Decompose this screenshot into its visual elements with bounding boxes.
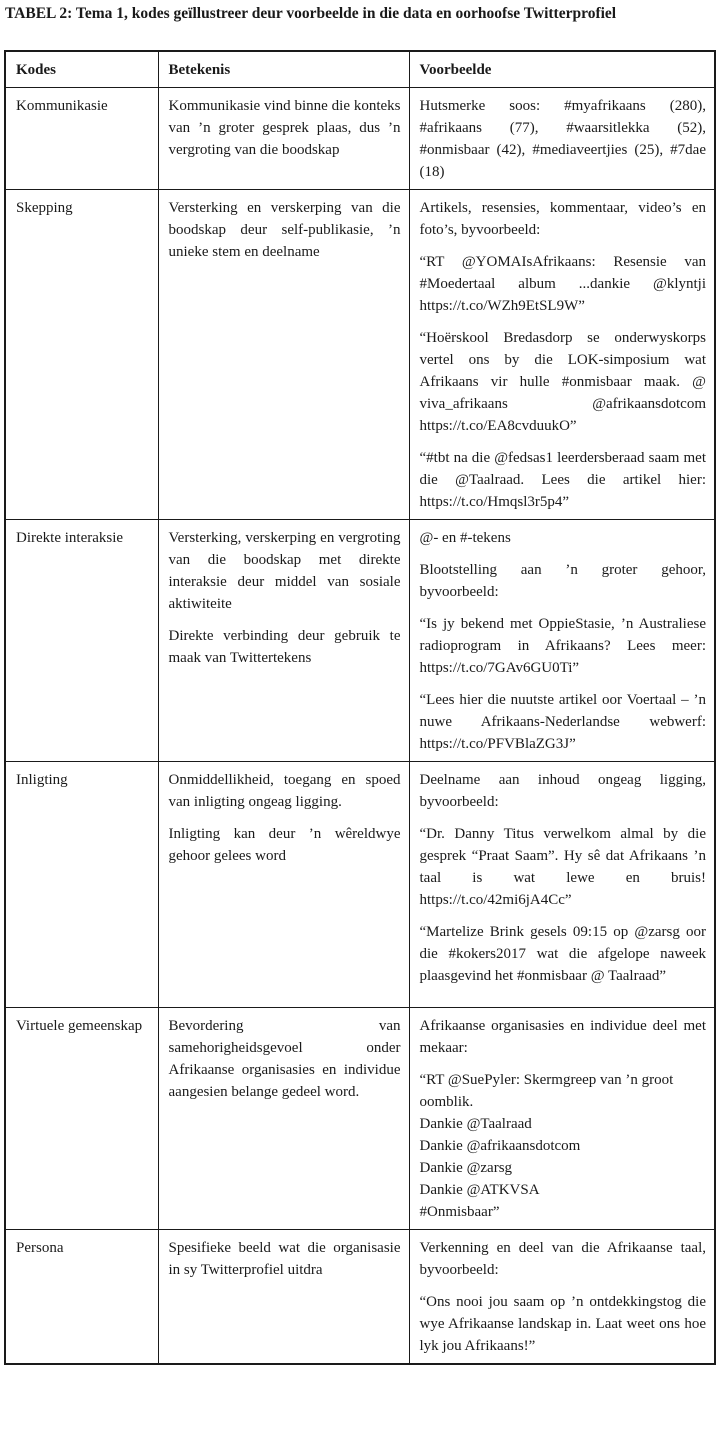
meaning-cell: [158, 1008, 409, 1230]
example-paragraph: Verkenning en deel van die Afrikaanse taal, byvoorbeeld:: [419, 1240, 706, 1278]
header-betekenis: Betekenis: [158, 51, 409, 88]
meaning-paragraph: Bevordering van samehorigheidsgevoel onder Afrikaanse organisasies en individue aangesien belange gedeel word.: [168, 1018, 401, 1100]
table-row: [5, 1230, 715, 1365]
code-cell: Inligting: [5, 762, 158, 1008]
table-caption: TABEL 2: Tema 1, kodes geïllustreer deur voorbeelde in die data en oorhoofse Twitterprofiel: [5, 5, 617, 22]
meaning-paragraph: Direkte verbinding deur gebruik te maak van Twittertekens: [168, 628, 401, 666]
code-cell: Kommunikasie: [5, 88, 158, 190]
examples-cell: [409, 762, 715, 1008]
meaning-cell: [158, 88, 409, 190]
meaning-cell: [158, 190, 409, 520]
examples-cell: [409, 520, 715, 762]
example-paragraph: “Ons nooi jou saam op ’n ontdekkingstog die wye Afrikaanse landskap in. Laat weet ons hoe lyk jou Afrikaans!”: [419, 1294, 706, 1354]
example-paragraph: Deelname aan inhoud ongeag ligging, byvoorbeeld:: [419, 772, 706, 810]
meaning-paragraph: Inligting kan deur ’n wêreldwye gehoor gelees word: [168, 826, 401, 864]
meaning-paragraph: Versterking, verskerping en vergroting van die boodskap met direkte interaksie deur middel van sosiale aktiwiteite: [168, 530, 401, 612]
example-paragraph: “Hoërskool Bredasdorp se onderwyskorps vertel ons by die LOK-simposium wat Afrikaans vir hulle #onmisbaar maak. @ viva_afrikaans @afrikaansdotcom https://t.co/EA8cvduukO”: [419, 330, 706, 434]
header-kodes: Kodes: [5, 51, 158, 88]
table-row: [5, 88, 715, 190]
code-cell: Persona: [5, 1230, 158, 1365]
example-paragraph: Artikels, resensies, kommentaar, video’s en foto’s, byvoorbeeld:: [419, 200, 706, 238]
table-row: [5, 1008, 715, 1230]
example-paragraph: Blootstelling aan ’n groter gehoor, byvoorbeeld:: [419, 562, 706, 600]
codes-table: [4, 50, 716, 1365]
examples-cell: [409, 88, 715, 190]
example-paragraph: “Is jy bekend met OppieStasie, ’n Australiese radioprogram in Afrikaans? Lees meer: https://t.co/7GAv6GU0Ti”: [419, 616, 706, 676]
examples-cell: [409, 1230, 715, 1365]
code-cell: Skepping: [5, 190, 158, 520]
examples-cell: [409, 190, 715, 520]
code-cell: Direkte interaksie: [5, 520, 158, 762]
example-paragraph: “Dr. Danny Titus verwelkom almal by die gesprek “Praat Saam”. Hy sê dat Afrikaans ’n taal is wat lewe en bruis! https://t.co/42mi6jA4Cc”: [419, 826, 706, 908]
meaning-paragraph: Versterking en verskerping van die boodskap deur self-publikasie, ’n unieke stem en deelname: [168, 200, 401, 260]
meaning-paragraph: Onmiddellikheid, toegang en spoed van inligting ongeag ligging.: [168, 772, 401, 810]
table-row: [5, 520, 715, 762]
example-paragraph: “Martelize Brink gesels 09:15 op @zarsg oor die #kokers2017 wat die afgelope naweek plaasgevind het #onmisbaar @ Taalraad”: [419, 924, 706, 984]
meaning-paragraph: Kommunikasie vind binne die konteks van ’n groter gesprek plaas, dus ’n vergroting van die boodskap: [168, 98, 401, 158]
table-header-row: [5, 51, 715, 88]
meaning-cell: [158, 520, 409, 762]
example-paragraph: Afrikaanse organisasies en individue deel met mekaar:: [419, 1018, 706, 1056]
example-paragraph: “Lees hier die nuutste artikel oor Voertaal – ’n nuwe Afrikaans-Nederlandse webwerf: https://t.co/PFVBlaZG3J”: [419, 692, 706, 752]
example-paragraph: “RT @YOMAIsAfrikaans: Resensie van #Moedertaal album ...dankie @klyntji https://t.co/WZh9EtSL9W”: [419, 254, 706, 314]
examples-cell: [409, 1008, 715, 1230]
header-voorbeelde: Voorbeelde: [409, 51, 715, 88]
example-paragraph: @- en #-tekens: [419, 530, 511, 546]
meaning-cell: [158, 1230, 409, 1365]
table-row: [5, 190, 715, 520]
table-row: [5, 762, 715, 1008]
example-paragraph: Hutsmerke soos: #myafrikaans (280), #afrikaans (77), #waarsitlekka (52), #onmisbaar (42), #mediaveertjies (25), #7dae (18): [419, 98, 706, 180]
example-paragraph: “#tbt na die @fedsas1 leerdersberaad saam met die @Taalraad. Lees die artikel hier: https://t.co/Hmqsl3r5p4”: [419, 450, 706, 510]
example-paragraph: “RT @SuePyler: Skermgreep van ’n groot oomblik. Dankie @Taalraad Dankie @afrikaansdotcom Dankie @zarsg Dankie @ATKVSA #Onmisbaar”: [419, 1072, 674, 1220]
meaning-cell: [158, 762, 409, 1008]
code-cell: Virtuele gemeenskap: [5, 1008, 158, 1230]
meaning-paragraph: Spesifieke beeld wat die organisasie in sy Twitterprofiel uitdra: [168, 1240, 401, 1278]
